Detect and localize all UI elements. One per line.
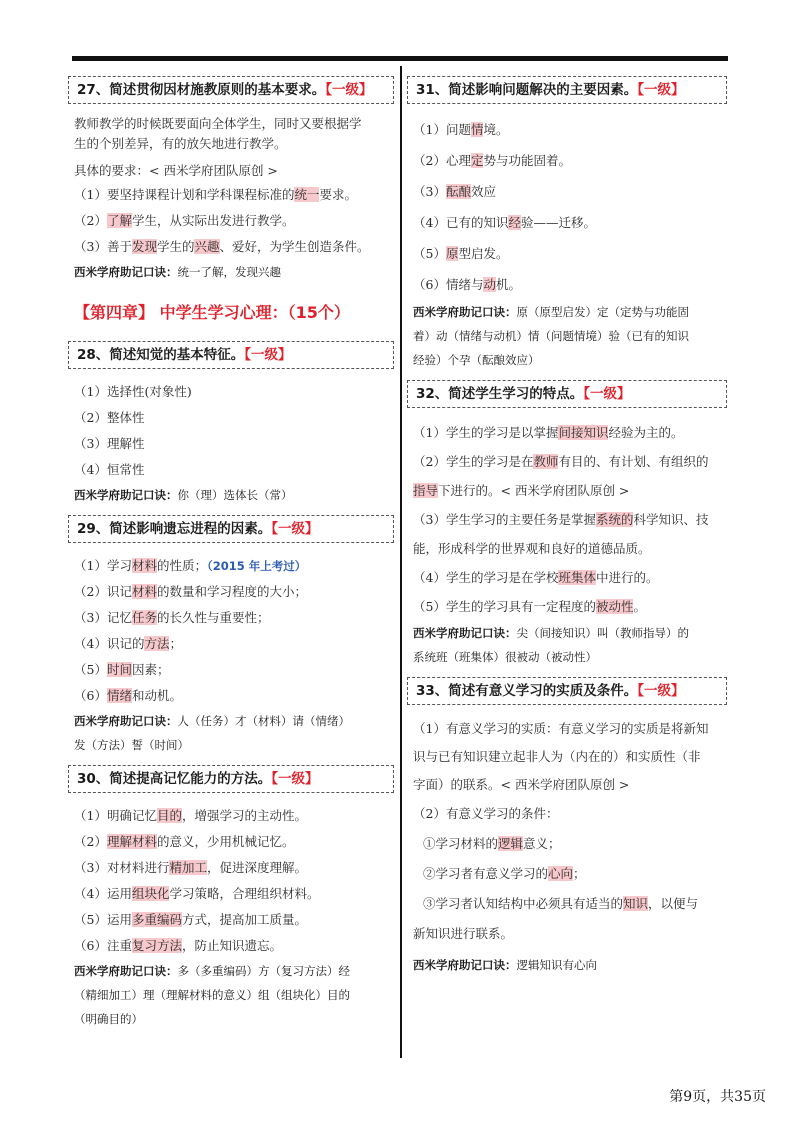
- q29-item-4: （4）识记的方法；: [74, 636, 182, 651]
- q29-item-6: （6）情绪和动机。: [74, 688, 182, 703]
- chapter-heading: 【第四章】 中学生学习心理：（15个）: [74, 303, 350, 322]
- q31-memo: 西米学府助记口诀：原（原型启发）定（定势与功能固 着）动（情绪与动机）情（问题情境）验（已有的知识 经验）个孕（酝酿效应）: [413, 305, 689, 367]
- q29-item-1: （1）学习材料的性质；（2015 年上考过）: [74, 558, 307, 573]
- question-32-title: 32、简述学生学习的特点。【一级】: [407, 380, 727, 408]
- q27-item-1: （1）要坚持课程计划和学科课程标准的统一要求。: [74, 187, 357, 202]
- q32-item-3: （3）学生学习的主要任务是掌握系统的科学知识、技 能，形成科学的世界观和良好的道德品质。: [413, 512, 709, 556]
- q31-item-1: （1）问题情境。: [413, 122, 509, 137]
- question-31-title: 31、简述影响问题解决的主要因素。【一级】: [407, 76, 727, 104]
- q32-memo: 西米学府助记口诀：尖（间接知识）叫（教师指导）的 系统班（班集体）很被动（被动性）: [413, 626, 689, 664]
- q28-item: （2）整体性: [74, 410, 145, 425]
- level-badge: 【一级】: [271, 771, 319, 787]
- q32-item-1: （1）学生的学习是以掌握间接知识经验为主的。: [413, 425, 684, 440]
- q30-item-5: （5）运用多重编码方式，提高加工质量。: [74, 912, 307, 927]
- q28-item: （3）理解性: [74, 436, 145, 451]
- level-badge: 【一级】: [583, 386, 631, 402]
- q30-item-3: （3）对材料进行精加工，促进深度理解。: [74, 860, 307, 875]
- header-rule: [72, 56, 728, 61]
- level-badge: 【一级】: [271, 521, 319, 537]
- column-divider: [400, 66, 402, 1058]
- question-30-title: 30、简述提高记忆能力的方法。【一级】: [68, 765, 394, 793]
- q30-item-2: （2）理解材料的意义，少用机械记忆。: [74, 834, 295, 849]
- q28-item: （4）恒常性: [74, 462, 145, 477]
- question-27-title: 27、简述贯彻因材施教原则的基本要求。【一级】: [68, 76, 394, 104]
- q29-item-3: （3）记忆任务的长久性与重要性；: [74, 610, 270, 625]
- question-29-title: 29、简述影响遗忘进程的因素。【一级】: [68, 515, 394, 543]
- right-column: [407, 76, 727, 985]
- q33-item-1: （1）有意义学习的实质：有意义学习的实质是将新知 识与已有知识建立起非人为（内在的）和实质性（非 字面）的联系。< 西米学府团队原创 >: [413, 721, 709, 792]
- q27-item-3: （3）善于发现学生的兴趣、爱好，为学生创造条件。: [74, 239, 370, 254]
- q27-memo: 西米学府助记口诀：统一了解，发现兴趣: [74, 265, 281, 279]
- q28-memo: 西米学府助记口诀：你（理）选体长（常）: [74, 488, 293, 502]
- q31-item-2: （2）心理定势与功能固着。: [413, 153, 571, 168]
- q30-item-1: （1）明确记忆目的，增强学习的主动性。: [74, 808, 307, 823]
- level-badge: 【一级】: [637, 683, 685, 699]
- q33-memo: 西米学府助记口诀：逻辑知识有心向: [413, 958, 597, 972]
- q32-item-2: （2）学生的学习是在教师有目的、有计划、有组织的 指导下进行的。< 西米学府团队原创 >: [413, 454, 709, 498]
- q29-memo: 西米学府助记口诀：人（任务）才（材料）请（情绪） 发（方法）誓（时间）: [74, 714, 350, 752]
- q31-item-3: （3）酝酿效应: [413, 184, 496, 199]
- page-number: 第9页，共35页: [669, 1089, 766, 1105]
- q32-item-5: （5）学生的学习具有一定程度的被动性。: [413, 599, 646, 614]
- question-28-title: 28、简述知觉的基本特征。【一级】: [68, 341, 394, 369]
- q31-item-5: （5）原型启发。: [413, 246, 509, 261]
- q30-item-4: （4）运用组块化学习策略，合理组织材料。: [74, 886, 320, 901]
- question-33-title: 33、简述有意义学习的实质及条件。【一级】: [407, 677, 727, 705]
- q29-item-2: （2）识记材料的数量和学习程度的大小；: [74, 584, 307, 599]
- q31-item-4: （4）已有的知识经验——迁移。: [413, 215, 596, 230]
- level-badge: 【一级】: [244, 347, 292, 363]
- exam-note: （2015 年上考过）: [206, 559, 307, 573]
- q33-item-2: （2）有意义学习的条件：: [413, 806, 559, 821]
- left-column: [68, 76, 394, 1039]
- q27-item-2: （2）了解学生，从实际出发进行教学。: [74, 213, 295, 228]
- q30-memo: 西米学府助记口诀：多（多重编码）方（复习方法）经 （精细加工）理（理解材料的意义）组（组块化）目的 （明确目的）: [74, 964, 350, 1026]
- q30-item-6: （6）注重复习方法，防止知识遗忘。: [74, 938, 282, 953]
- q31-item-6: （6）情绪与动机。: [413, 277, 521, 292]
- q32-item-4: （4）学生的学习是在学校班集体中进行的。: [413, 570, 659, 585]
- q33-cond-2: ②学习者有意义学习的心向；: [423, 866, 586, 881]
- level-badge: 【一级】: [325, 82, 373, 98]
- q33-cond-3: ③学习者认知结构中必须具有适当的知识，以便与 新知识进行联系。: [413, 896, 699, 941]
- q29-item-5: （5）时间因素；: [74, 662, 170, 677]
- level-badge: 【一级】: [637, 82, 685, 98]
- q27-intro: 教师教学的时候既要面向全体学生，同时又要根据学 生的个别差异，有的放矢地进行教学。: [74, 116, 362, 151]
- q33-cond-1: ①学习材料的逻辑意义；: [423, 836, 561, 851]
- q28-item: （1）选择性(对象性): [74, 384, 192, 399]
- q27-req: 具体的要求：< 西米学府团队原创 >: [74, 163, 278, 178]
